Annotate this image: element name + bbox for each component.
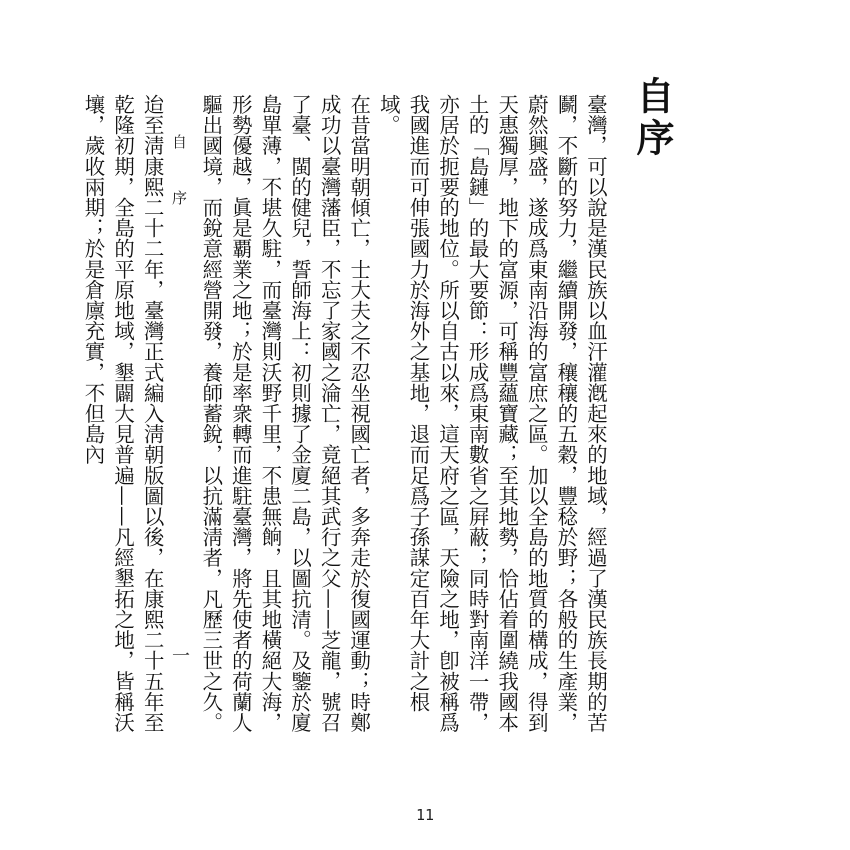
page-number: 11 xyxy=(415,806,435,824)
paragraph: 迨至淸康熙二十二年，臺灣正式編入淸朝版圖以後，在康熙二十五年至乾隆初期，全島的平原地域，墾闢大見普遍——凡經墾拓之地，皆稱沃壤，歲收兩期；於是倉廪充實，不但島內 xyxy=(81,94,165,733)
paragraph: 臺灣，可以說是漢民族以血汗灌漑起來的地域，經過了漢民族長期的苦鬬，不斷的努力，繼續開發，穰穰的五穀，豐稔於野；各般的生產業，蔚然興盛，遂成爲東南沿海的富庶之區。加以全島的地質的構成，得到天惠獨厚，地下的富源，可稱豐蘊寶藏；至其地勢，恰佔着圍繞我國本土的「島鏈」的最大要節：形成爲東南數省之屛蔽；同時對南洋一帶，亦居於扼要的地位。所以自古以來，這天府之區，天險之地，卽被稱爲我國進而可伸張國力於海外之基地，退而足爲子孫謀定百年大計之根域。 xyxy=(376,94,608,733)
paragraph: 在昔當明朝傾亡，士大夫之不忍坐視國亡者，多奔走於復國運動；時鄭成功以臺灣藩臣，不忘了家國之淪亡，竟絕其武行之父——芝龍，號召了臺、閩的健兒，誓師海上：初則據了金廈二島，以圖抗清。及鑒於廈島單薄，不堪久駐，而臺灣則沃野千里，不患無餉，且其地橫絕大海，形勢優越，眞是覇業之地；於是率衆轉而進駐臺灣，將先使者的荷蘭人驅出國境，而銳意經營開發，養師蓄銳，以抗滿淸者，凡歷三世之久。 xyxy=(199,94,372,733)
running-header: 自 序 xyxy=(170,134,188,223)
page-title: 自序 xyxy=(630,76,675,160)
page-number-chinese: 一 xyxy=(172,646,190,667)
